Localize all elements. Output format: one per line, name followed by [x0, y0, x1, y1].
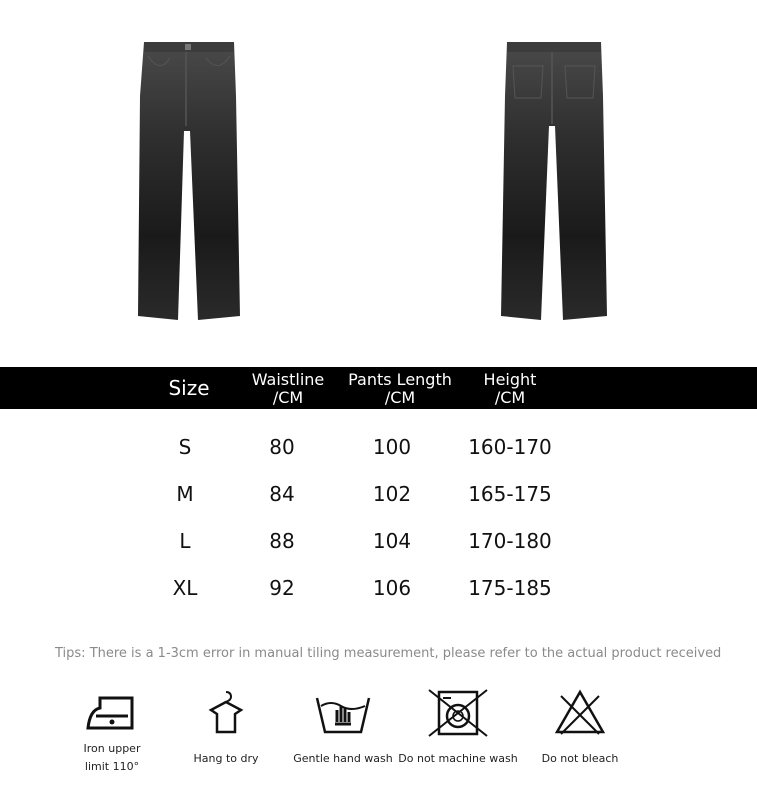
- cell-size: M: [176, 482, 194, 506]
- size-table-header: [0, 367, 757, 409]
- header-height: Height /CM: [483, 370, 537, 407]
- hand-wash-icon: [313, 688, 373, 736]
- cell-size: L: [179, 529, 191, 553]
- cell-height: 175-185: [468, 576, 552, 600]
- header-waistline: Waistline /CM: [251, 370, 325, 407]
- care-no-machine-wash: Do not machine wash: [398, 688, 518, 768]
- cell-height: 165-175: [468, 482, 552, 506]
- cell-length: 102: [372, 482, 412, 506]
- cell-length: 104: [372, 529, 412, 553]
- table-row: [0, 432, 757, 462]
- cell-waist: 84: [269, 482, 295, 506]
- no-machine-wash-icon: [427, 688, 489, 738]
- cell-size: XL: [172, 576, 198, 600]
- cell-length: 106: [372, 576, 412, 600]
- care-hand-wash: Gentle hand wash: [293, 688, 393, 768]
- cell-waist: 80: [269, 435, 295, 459]
- care-no-bleach: Do not bleach: [535, 688, 625, 768]
- table-row: [0, 526, 757, 556]
- measurement-tips: Tips: There is a 1-3cm error in manual tiling measurement, please refer to the actual product received: [55, 646, 722, 661]
- jeans-front-photo: [130, 36, 248, 326]
- header-pants-length: Pants Length /CM: [348, 370, 452, 407]
- cell-height: 170-180: [468, 529, 552, 553]
- header-size: Size: [168, 376, 210, 400]
- table-row: [0, 573, 757, 603]
- table-row: [0, 479, 757, 509]
- cell-height: 160-170: [468, 435, 552, 459]
- care-hang-dry: Hang to dry: [186, 688, 266, 768]
- iron-icon: [82, 688, 142, 736]
- hang-dry-icon: [201, 688, 251, 736]
- cell-size: S: [178, 435, 192, 459]
- cell-waist: 92: [269, 576, 295, 600]
- care-iron: Iron upper limit 110°: [70, 688, 154, 776]
- no-bleach-icon: [553, 688, 607, 736]
- cell-length: 100: [372, 435, 412, 459]
- jeans-back-photo: [495, 36, 613, 326]
- cell-waist: 88: [269, 529, 295, 553]
